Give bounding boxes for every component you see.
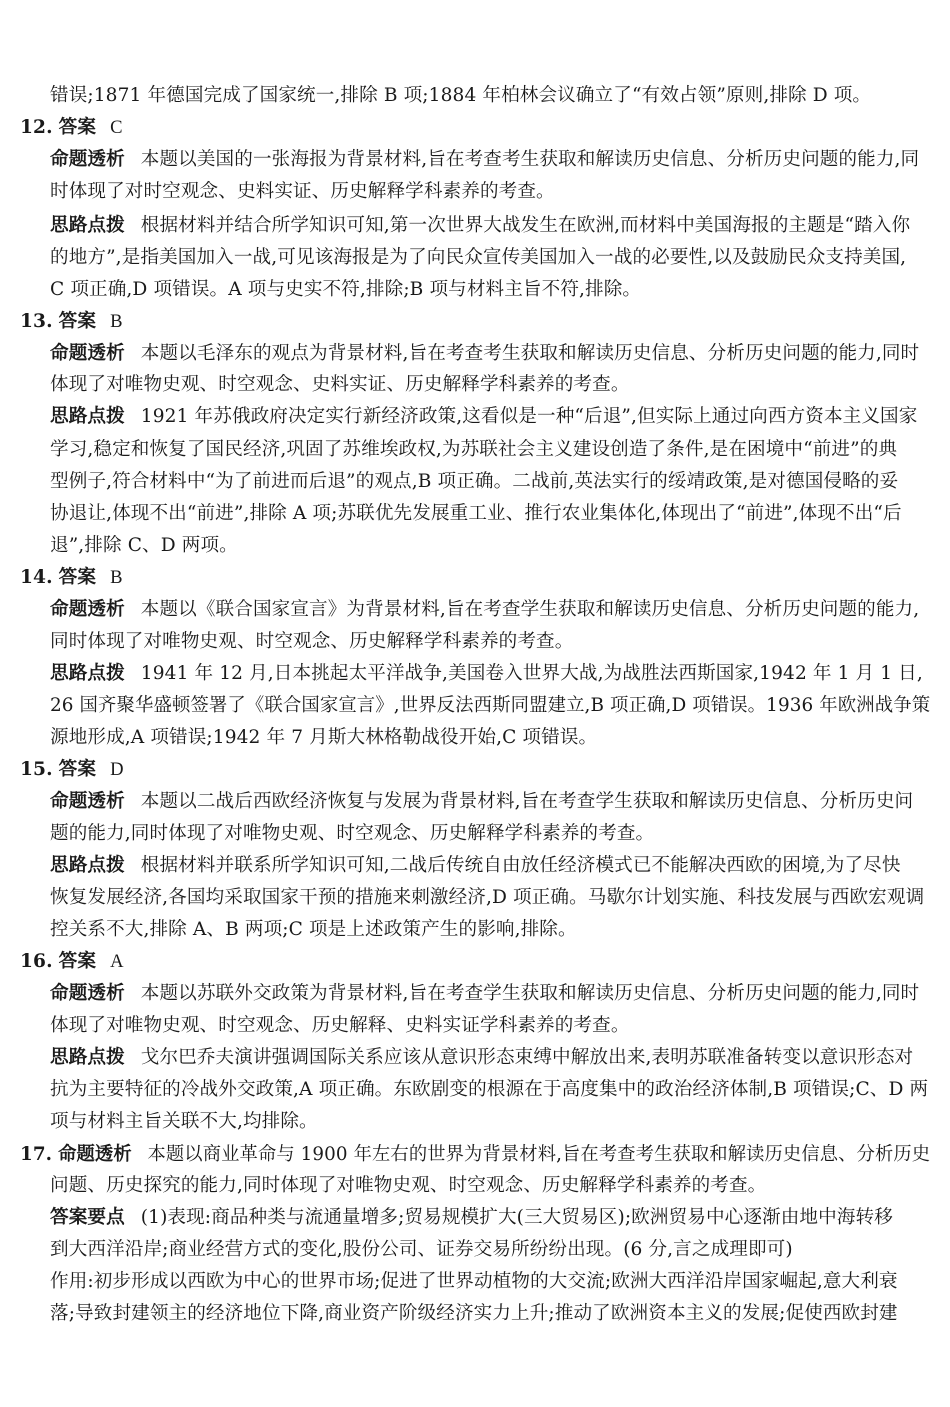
- item-number: 17.: [20, 1144, 53, 1165]
- item-14-analysis-line-1: [50, 661, 923, 687]
- item-12-answer: [20, 115, 123, 141]
- item-15-analysis-line-3: 控关系不大,排除 A、B 两项;C 项是上述政策产生的影响,排除。: [50, 919, 577, 940]
- answer-label: 答案: [58, 117, 97, 138]
- item-number: 13.: [20, 311, 53, 332]
- insight-label: 命题透析: [50, 149, 125, 170]
- insight-label: 命题透析: [58, 1144, 132, 1165]
- item-number: 16.: [20, 951, 53, 972]
- insight-text: 本题以苏联外交政策为背景材料,旨在考查学生获取和解读历史信息、分析历史问题的能力,同时: [140, 983, 920, 1004]
- item-17-key-line-1: [50, 1205, 893, 1231]
- item-17-key-line-2: 到大西洋沿岸;商业经营方式的变化,股份公司、证券交易所纷纷出现。(6 分,言之成理即可): [50, 1239, 793, 1260]
- item-13-insight-line-1: [50, 341, 919, 367]
- item-number: 14.: [20, 567, 53, 588]
- item-14-answer: [20, 565, 123, 591]
- answer-value: D: [110, 759, 124, 780]
- item-17-insight-line-2: 问题、历史探究的能力,同时体现了对唯物史观、时空观念、历史解释学科素养的考查。: [50, 1175, 767, 1196]
- item-16-analysis-line-2: 抗为主要特征的冷战外交政策,A 项正确。东欧剧变的根源在于高度集中的政治经济体制,B 项错误;C、D 两: [50, 1079, 929, 1100]
- item-15-analysis-line-2: 恢复发展经济,各国均采取国家干预的措施来刺激经济,D 项正确。马歇尔计划实施、科技发展与西欧宏观调: [50, 887, 925, 908]
- answer-label: 答案: [58, 759, 97, 780]
- analysis-label: 思路点拨: [50, 855, 125, 876]
- answer-value: B: [110, 311, 123, 332]
- insight-label: 命题透析: [50, 791, 125, 812]
- item-17-insight-line-1: [20, 1142, 930, 1168]
- answer-label: 答案: [58, 951, 97, 972]
- insight-label: 命题透析: [50, 983, 125, 1004]
- insight-text: 本题以二战后西欧经济恢复与发展为背景材料,旨在考查学生获取和解读历史信息、分析历史问: [140, 791, 914, 812]
- answer-label: 答案: [58, 311, 97, 332]
- item-16-answer: [20, 949, 124, 975]
- item-14-analysis-line-3: 源地形成,A 项错误;1942 年 7 月斯大林格勒战役开始,C 项错误。: [50, 727, 598, 748]
- item-number: 15.: [20, 759, 53, 780]
- item-16-insight-line-1: [50, 981, 919, 1007]
- item-14-insight-line-2: 同时体现了对唯物史观、时空观念、历史解释学科素养的考查。: [50, 631, 574, 652]
- item-12-analysis-line-2: 的地方”,是指美国加入一战,可见该海报是为了向民众宣传美国加入一战的必要性,以及鼓励民众支持美国,: [50, 247, 907, 268]
- analysis-text: 1941 年 12 月,日本挑起太平洋战争,美国卷入世界大战,为战胜法西斯国家,1942 年 1 月 1 日,: [140, 663, 923, 684]
- insight-text: 本题以美国的一张海报为背景材料,旨在考查考生获取和解读历史信息、分析历史问题的能力,同: [140, 149, 920, 170]
- item-17-key-line-4: 落;导致封建领主的经济地位下降,商业资产阶级经济实力上升;推动了欧洲资本主义的发展;促使西欧封建: [50, 1303, 898, 1324]
- item-12-insight-line-2: 时体现了对时空观念、史料实证、历史解释学科素养的考查。: [50, 181, 555, 202]
- analysis-label: 思路点拨: [50, 663, 125, 684]
- analysis-text: 戈尔巴乔夫演讲强调国际关系应该从意识形态束缚中解放出来,表明苏联准备转变以意识形态对: [140, 1047, 914, 1068]
- answer-label: 答案: [58, 567, 97, 588]
- insight-label: 命题透析: [50, 343, 125, 364]
- insight-label: 命题透析: [50, 599, 125, 620]
- item-16-analysis-line-3: 项与材料主旨关联不大,均排除。: [50, 1111, 318, 1132]
- item-number: 12.: [20, 117, 53, 138]
- item-16-analysis-line-1: [50, 1045, 913, 1071]
- insight-text: 本题以《联合国家宣言》为背景材料,旨在考查学生获取和解读历史信息、分析历史问题的能力,: [140, 599, 920, 620]
- insight-text: 本题以毛泽东的观点为背景材料,旨在考查考生获取和解读历史信息、分析历史问题的能力,同时: [140, 343, 920, 364]
- item-12-insight-line-1: [50, 147, 919, 173]
- item-13-analysis-line-2: 学习,稳定和恢复了国民经济,巩固了苏维埃政权,为苏联社会主义建设创造了条件,是在困境中“前进”的典: [50, 439, 898, 460]
- answer-value: C: [110, 117, 123, 138]
- item-12-analysis-line-1: [50, 213, 910, 239]
- key-points-label: 答案要点: [50, 1207, 125, 1228]
- analysis-text: 根据材料并联系所学知识可知,二战后传统自由放任经济模式已不能解决西欧的困境,为了尽快: [140, 855, 901, 876]
- item-13-analysis-line-1: [50, 404, 917, 430]
- analysis-label: 思路点拨: [50, 406, 125, 427]
- analysis-label: 思路点拨: [50, 1047, 125, 1068]
- analysis-label: 思路点拨: [50, 215, 125, 236]
- key-points-text: (1)表现:商品种类与流通量增多;贸易规模扩大(三大贸易区);欧洲贸易中心逐渐由地中海转移: [140, 1207, 893, 1228]
- item-17-key-line-3: 作用:初步形成以西欧为中心的世界市场;促进了世界动植物的大交流;欧洲大西洋沿岸国家崛起,意大利衰: [50, 1271, 898, 1292]
- analysis-text: 根据材料并结合所学知识可知,第一次世界大战发生在欧洲,而材料中美国海报的主题是“踏入你: [140, 215, 911, 236]
- item-14-insight-line-1: [50, 597, 919, 623]
- item-14-analysis-line-2: 26 国齐聚华盛顿签署了《联合国家宣言》,世界反法西斯同盟建立,B 项正确,D 项错误。1936 年欧洲战争策: [50, 695, 931, 716]
- answer-value: A: [110, 951, 124, 972]
- item-15-analysis-line-1: [50, 853, 901, 879]
- item-13-insight-line-2: 体现了对唯物史观、时空观念、史料实证、历史解释学科素养的考查。: [50, 374, 630, 395]
- item-13-analysis-line-4: 协退让,体现不出“前进”,排除 A 项;苏联优先发展重工业、推行农业集体化,体现出了“前进”,体现不出“后: [50, 503, 902, 524]
- item-15-insight-line-1: [50, 789, 913, 815]
- analysis-text: 1921 年苏俄政府决定实行新经济政策,这看似是一种“后退”,但实际上通过向西方资本主义国家: [140, 406, 918, 427]
- continued-text-line: 错误;1871 年德国完成了国家统一,排除 B 项;1884 年柏林会议确立了“有效占领”原则,排除 D 项。: [50, 85, 872, 106]
- answer-value: B: [110, 567, 123, 588]
- item-15-insight-line-2: 题的能力,同时体现了对唯物史观、时空观念、历史解释学科素养的考查。: [50, 823, 655, 844]
- item-15-answer: [20, 757, 124, 783]
- item-13-analysis-line-5: 退”,排除 C、D 两项。: [50, 535, 238, 556]
- item-16-insight-line-2: 体现了对唯物史观、时空观念、历史解释、史料实证学科素养的考查。: [50, 1015, 630, 1036]
- item-13-answer: [20, 309, 123, 335]
- item-13-analysis-line-3: 型例子,符合材料中“为了前进而后退”的观点,B 项正确。二战前,英法实行的绥靖政策,是对德国侵略的妥: [50, 471, 899, 492]
- item-12-analysis-line-3: C 项正确,D 项错误。A 项与史实不符,排除;B 项与材料主旨不符,排除。: [50, 279, 642, 300]
- insight-text: 本题以商业革命与 1900 年左右的世界为背景材料,旨在考查考生获取和解读历史信息、分析历史: [147, 1144, 931, 1165]
